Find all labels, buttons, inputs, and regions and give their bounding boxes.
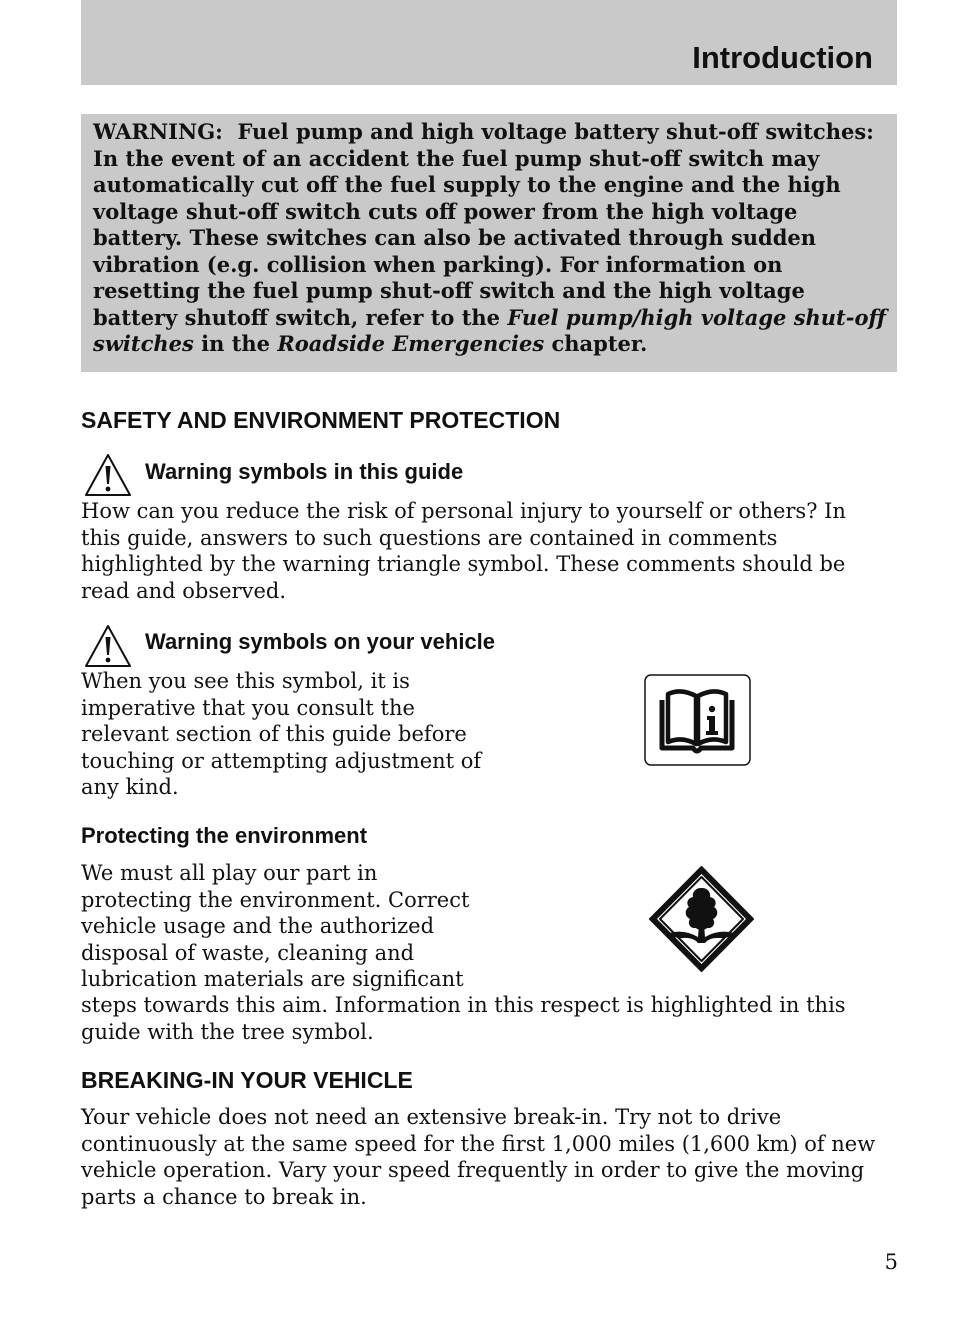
environment-tree-icon — [648, 865, 755, 973]
guide-symbols-text: How can you reduce the risk of personal injury to yourself or others? In this guide, answers to such questions are contained in comments highlighted by the warning triangle symbol. These comments should be read and observed. — [81, 499, 846, 603]
header-band — [81, 0, 897, 85]
guide-symbols-heading: Warning symbols in this guide — [145, 459, 464, 484]
page-title: Introduction — [692, 40, 873, 75]
environment-text: We must all play our part in protecting the environment. Correct vehicle usage and the authorized disposal of waste, cleaning and lubrication materials are significant — [81, 861, 470, 991]
warning-text — [93, 119, 889, 358]
vehicle-symbols-heading: Warning symbols on your vehicle — [145, 629, 496, 654]
warning-ref-switches: Fuel pump/high voltage shut-off switches — [93, 304, 886, 356]
warning-triangle-icon — [84, 624, 132, 668]
page-number: 5 — [884, 1250, 898, 1274]
warning-box — [81, 114, 897, 372]
warning-body: Fuel pump and high voltage battery shut-off switches: In the event of an accident the fuel pump shut-off switch may automatically cut off the fuel supply to the engine and the high voltage shut-off switch cuts off power from the high voltage battery. These switches can also be activated through sudden vibration (e.g. collision when parking). For information on resetting the fuel pump shut-off switch and the high voltage battery shutoff switch, refer to the — [93, 119, 874, 330]
safety-heading: SAFETY AND ENVIRONMENT PROTECTION — [81, 407, 561, 433]
warning-triangle-icon — [84, 453, 132, 497]
vehicle-symbols-text: When you see this symbol, it is imperative that you consult the relevant section of this guide before touching or attempting adjustment of any kind. — [81, 669, 482, 799]
owner-manual-info-icon — [644, 674, 751, 766]
warning-end: chapter. — [551, 331, 648, 356]
warning-lead: WARNING: — [93, 119, 223, 144]
warning-mid: in the — [201, 331, 271, 356]
breakin-text: Your vehicle does not need an extensive break-in. Try not to drive continuously at the same speed for the first 1,000 miles (1,600 km) of new vehicle operation. Vary your speed frequently in order to give the moving parts a chance to break in. — [81, 1105, 876, 1209]
warning-ref-chapter: Roadside Emergencies — [277, 331, 545, 356]
breakin-heading: BREAKING-IN YOUR VEHICLE — [81, 1067, 413, 1093]
environment-heading: Protecting the environment — [81, 823, 368, 848]
environment-text-continued: steps towards this aim. Information in this respect is highlighted in this guide with the tree symbol. — [81, 993, 846, 1044]
